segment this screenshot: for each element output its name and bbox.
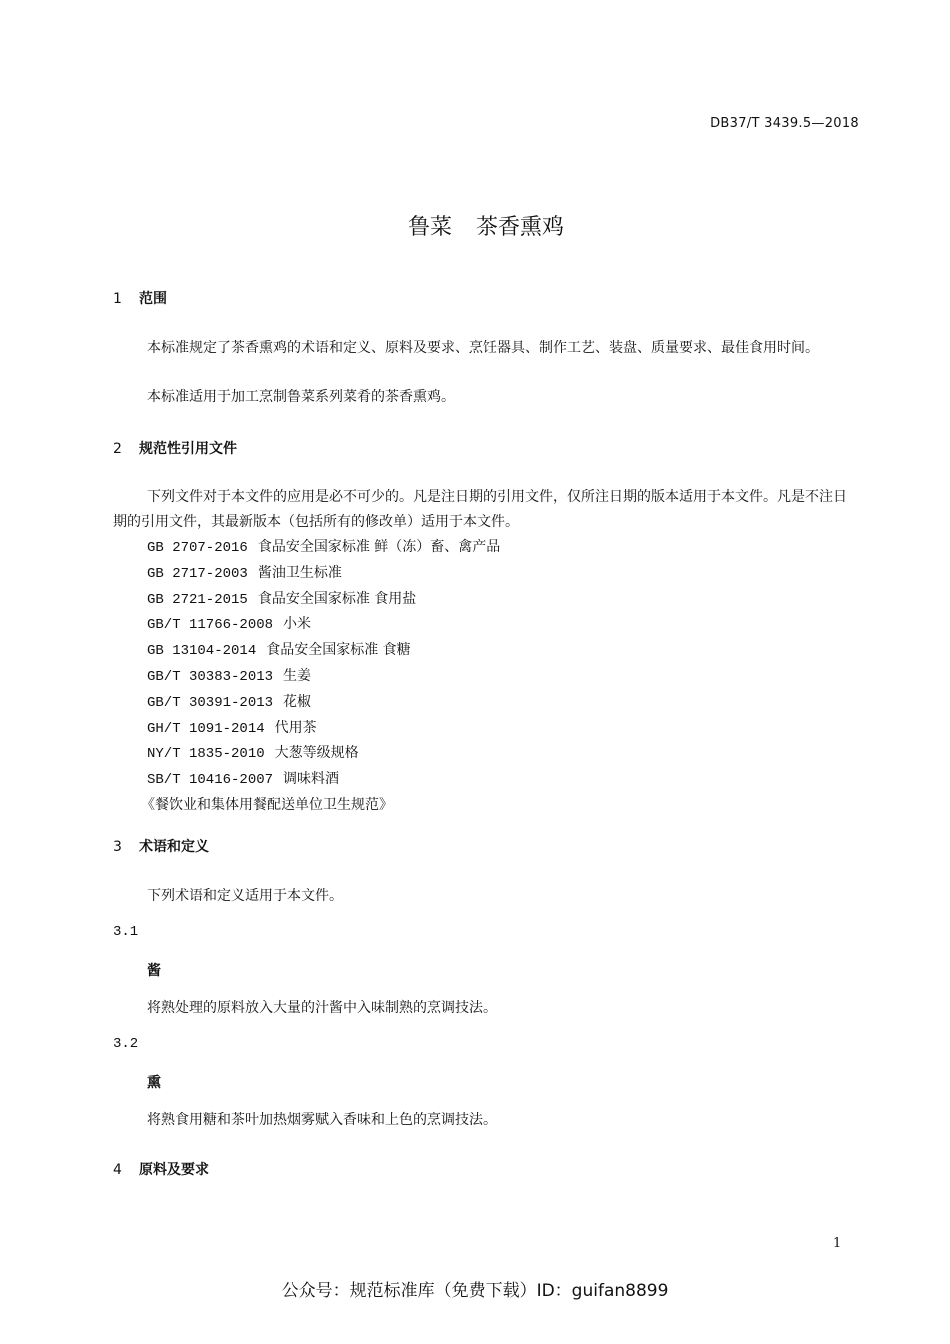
reference-item bbox=[147, 612, 500, 638]
section-title: 范围 bbox=[139, 291, 167, 307]
reference-title: 酱油卫生标准 bbox=[257, 564, 342, 581]
reference-title: 食品安全国家标准 鲜（冻）畜、禽产品 bbox=[257, 539, 501, 555]
reference-code: GB/T 30391-2013 bbox=[147, 694, 274, 711]
page-number: 1 bbox=[833, 1236, 842, 1251]
section-number: 1 bbox=[113, 291, 122, 307]
section-1-paragraph-2: 本标准适用于加工烹制鲁菜系列菜肴的茶香熏鸡。 bbox=[147, 389, 455, 405]
reference-code: GB 2717-2003 bbox=[147, 565, 248, 582]
reference-item bbox=[147, 741, 500, 767]
reference-item-undated: 《餐饮业和集体用餐配送单位卫生规范》 bbox=[141, 796, 393, 813]
section-title: 规范性引用文件 bbox=[139, 441, 237, 457]
reference-title: 大葱等级规格 bbox=[274, 745, 359, 762]
footer-watermark: 公众号：规范标准库（免费下载）ID：guifan8899 bbox=[281, 1281, 669, 1301]
document-code: DB37/T 3439.5—2018 bbox=[710, 116, 859, 131]
reference-code: GB 2707-2016 bbox=[147, 540, 248, 556]
section-title: 术语和定义 bbox=[139, 839, 209, 855]
reference-title: 食品安全国家标准 食糖 bbox=[266, 642, 411, 659]
reference-title: 代用茶 bbox=[274, 719, 317, 736]
reference-code: GB 13104-2014 bbox=[147, 643, 257, 660]
reference-code: GB/T 11766-2008 bbox=[147, 617, 274, 634]
reference-title: 小米 bbox=[283, 616, 312, 633]
reference-list bbox=[141, 535, 501, 818]
reference-code: GH/T 1091-2014 bbox=[147, 720, 265, 737]
reference-code: GB 2721-2015 bbox=[147, 591, 248, 608]
reference-item bbox=[147, 716, 500, 742]
reference-code: SB/T 10416-2007 bbox=[147, 772, 274, 789]
reference-title: 花椒 bbox=[283, 693, 312, 710]
title-part-1: 鲁菜 bbox=[407, 215, 452, 240]
section-1-paragraph-1: 本标准规定了茶香熏鸡的术语和定义、原料及要求、烹饪器具、制作工艺、装盘、质量要求、最佳食用时间。 bbox=[147, 340, 819, 356]
section-1-heading bbox=[113, 288, 167, 308]
reference-title: 食品安全国家标准 食用盐 bbox=[257, 590, 417, 607]
section-number: 2 bbox=[113, 441, 122, 457]
reference-title: 生姜 bbox=[283, 667, 312, 684]
reference-item bbox=[147, 587, 500, 613]
reference-code: GB/T 30383-2013 bbox=[147, 668, 274, 685]
section-3-intro: 下列术语和定义适用于本文件。 bbox=[147, 888, 343, 904]
reference-code: NY/T 1835-2010 bbox=[147, 746, 265, 763]
reference-title: 调味料酒 bbox=[283, 771, 340, 788]
page-title bbox=[0, 210, 950, 241]
section-number: 4 bbox=[113, 1162, 122, 1178]
title-part-2: 茶香熏鸡 bbox=[476, 215, 565, 240]
section-number: 3 bbox=[113, 839, 122, 855]
term-definition: 将熟食用糖和茶叶加热烟雾赋入香味和上色的烹调技法。 bbox=[147, 1112, 497, 1128]
reference-item bbox=[147, 690, 500, 716]
reference-item bbox=[147, 767, 500, 793]
section-3-heading bbox=[113, 836, 209, 856]
term-number: 3.1 bbox=[113, 924, 139, 940]
section-2-heading bbox=[113, 438, 237, 458]
section-4-heading bbox=[113, 1159, 209, 1179]
section-title: 原料及要求 bbox=[139, 1162, 209, 1178]
reference-item bbox=[147, 535, 500, 561]
reference-item bbox=[147, 664, 500, 690]
section-2-paragraph: 下列文件对于本文件的应用是必不可少的。凡是注日期的引用文件，仅所注日期的版本适用于本文件。凡是不注日期的引用文件，其最新版本（包括所有的修改单）适用于本文件。 bbox=[113, 489, 847, 530]
term-definition: 将熟处理的原料放入大量的汁酱中入味制熟的烹调技法。 bbox=[147, 1000, 497, 1016]
term-name: 酱 bbox=[147, 963, 161, 979]
reference-item bbox=[147, 638, 500, 664]
reference-item bbox=[147, 561, 500, 587]
term-number: 3.2 bbox=[113, 1036, 139, 1052]
term-name: 熏 bbox=[147, 1075, 161, 1091]
